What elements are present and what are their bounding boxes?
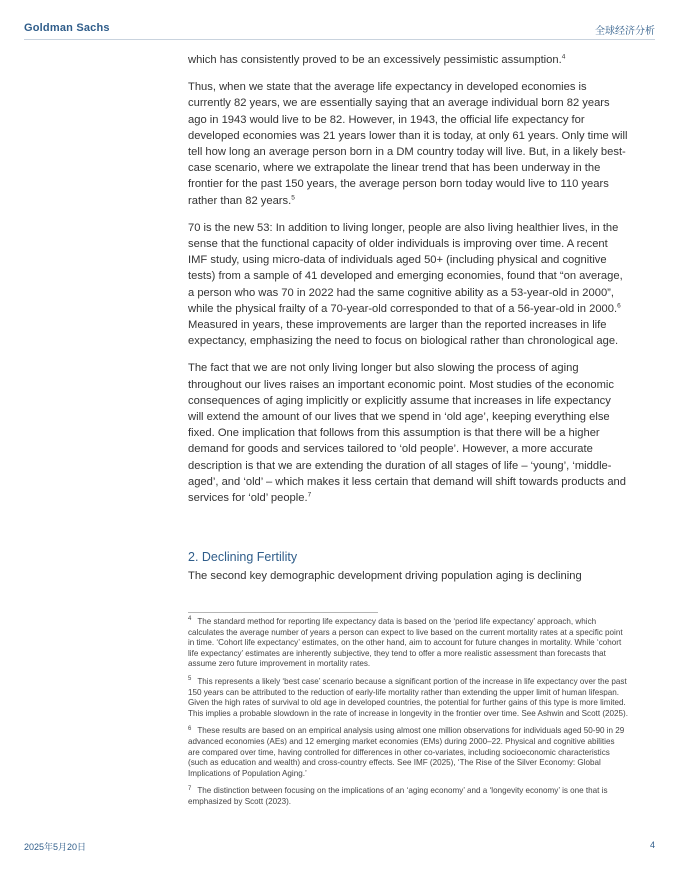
footnote-7: $^7$ The distinction between focusing on the implications of an ‘aging economy’ and a ‘longevity economy’ is one that is emphasized by Scott (2023). (188, 785, 608, 806)
footnotes (188, 617, 628, 815)
page-number: 4 (649, 840, 655, 850)
footnote-5: $^5$ This represents a likely ‘best case’ scenario because a significant portion of the increase in life expectancy over the past 150 years can be attributed to the reduction of early-life mortality rather than extending the upper limit of human lifespan. Given the high rates of survival to old age in developed countries, the potential for further gains of this type is more limited. This implies a probable slowdown in the rate of increase in longevity in the frontier over time. See Ashwin and Scott (2025). (188, 676, 628, 718)
paragraph-3: 70 is the new 53: In addition to living longer, people are also living healthier lives, in the sense that the functional capacity of older individuals is improving over time. A recent IMF study, using micro-data of individuals aged 50+ (including physical and cognitive tests) from a sample of 41 developed and emerging economies, found that “on average, a person who was 70 in 2022 had the same cognitive ability as a 53-year-old in 2000”, while the physical frailty of a 70-year-old corresponded to that of a 56-year-old in 2000.$^6$ Measured in years, these improvements are larger than the reported increases in life expectancy, emphasizing the need to focus on biological rather than chronological age. (188, 221, 623, 348)
footnote-6: $^6$ These results are based on an empirical analysis using almost one million observations for individuals aged 50-90 in 29 advanced economies (AEs) and 12 emerging market economies (EMs) during 2000–22. Physical and cognitive abilities are compared over time, having controlled for differences in other co-variates, including socioeconomic characteristics (such as education and wealth) and cross-country effects. See IMF (2025), ‘The Rise of the Silver Economy: Global Implications of Population Aging.’ (188, 725, 625, 778)
footnote-divider (188, 612, 378, 613)
footnote-ref-7[interactable]: 7 (307, 491, 312, 499)
paragraph-2: Thus, when we state that the average life expectancy in developed economies is currently 82 years, we are essentially saying that an average individual born 82 years ago in 1943 would live to be 82. However, in 1943, the official life expectancy for developed economies was 21 years lower than it is today, at only 61 years. Only time will tell how long an average person born in a DM country today will live. But, in a likely best-case scenario, where we extrapolate the linear trend that has been underway in the frontier for the past 150 years, the average person born today would live to 110 years rather than 82 years.$^5$ (188, 81, 628, 207)
section-heading: 2. Declining Fertility (188, 550, 298, 564)
section-lead-text: The second key demographic development driving population aging is declining (188, 570, 582, 582)
section-label: 全球经济分析 (595, 26, 655, 37)
paragraph-4: The fact that we are not only living longer but also slowing the process of aging throughout our lives raises an important economic point. Most studies of the economic consequences of aging implicitly or explicitly assume that increases in life expectancy will extend the amount of our lives that we spend in ‘old age’, keeping everything else fixed. One implication that follows from this assumption is that there will be a higher demand for goods and services tailored to ‘old people’. However, a more accurate description is that we are extending the duration of all stages of life – ‘young’, ‘middle-aged’, and ‘old’ – which makes it less certain that demand will shift towards products and services for ‘old’ people.$^7$ (188, 362, 626, 505)
footnote-ref-5[interactable]: 5 (291, 193, 295, 201)
body-text (188, 52, 628, 517)
footnote-ref-4[interactable]: 4 (561, 53, 566, 61)
header-divider (24, 39, 655, 40)
footnote-ref-6[interactable]: 6 (617, 302, 621, 310)
footnote-4: $^4$ The standard method for reporting life expectancy data is based on the ‘period life expectancy’ approach, which calculates the average number of years a person can expect to live based on the current mortality rates at a specific point in time. ‘Cohort life expectancy’ estimates, on the other hand, aim to account for future changes in mortality. While ‘cohort life expectancy’ estimates are inherently subjective, they tend to offer a more realistic assessment than forecasts that assume zero future improvement in mortality rates. (188, 616, 623, 669)
publication-date: 2025年5月20日 (24, 842, 87, 852)
brand-name: Goldman Sachs (24, 22, 110, 34)
paragraph-1: which has consistently proved to be an excessively pessimistic assumption.$^4$ (188, 53, 566, 66)
